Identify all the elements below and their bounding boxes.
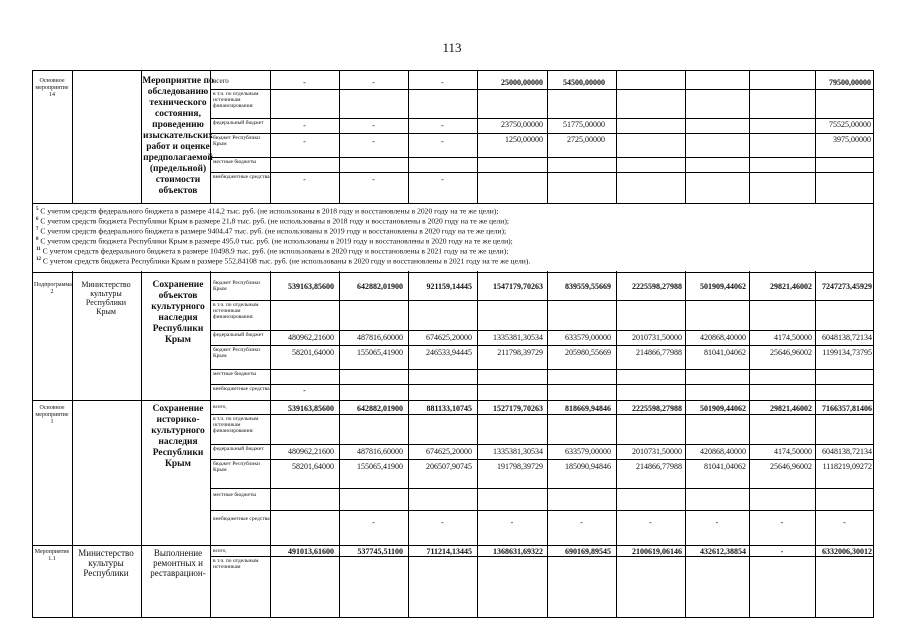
section-code: Основное мероприятие 14 <box>35 78 69 98</box>
cell: 491013,61600 <box>288 547 334 556</box>
cell: 501909,44062 <box>700 404 746 413</box>
row-line <box>210 369 874 370</box>
row-label-sources: в т.ч. по отдельным источникам финансирования: <box>213 302 259 321</box>
row-line <box>210 133 874 134</box>
footnote: $^7$ С учетом средств федерального бюджета в размере 9404,47 тыс. руб. (не использованы в 2019 году и восстановлены в 2020 году на те же цели); <box>36 226 507 236</box>
cell: 6048138,72134 <box>822 447 872 456</box>
section-name: Мероприятие по обследованию технического состояния, проведению изыскательских работ и оценке предполагаемой (предельной) стоимости объектов <box>142 76 214 196</box>
row-line <box>210 330 874 331</box>
row-label-crimea-top: бюджет Республики Крым <box>213 280 260 293</box>
cell: 420868,40000 <box>700 333 746 342</box>
cell: 1118219,09272 <box>822 462 872 471</box>
row-label-federal: федеральный бюджет <box>213 120 264 126</box>
footnote: $^{12}$ С учетом средств бюджета Республики Крым в размере 552,84108 тыс. руб. (не использованы в 2020 году и восстановлены в 2021 году на те же цели). <box>36 256 531 266</box>
row-label-total: всего, <box>213 404 227 410</box>
cell: 487816,60000 <box>357 447 403 456</box>
cell: 25646,96002 <box>770 348 812 357</box>
cell: 2010731,50000 <box>632 333 682 342</box>
row-label-local: местные бюджеты <box>213 371 257 377</box>
cell: 2225598,27988 <box>632 282 682 291</box>
cell: - <box>780 518 784 527</box>
cell: - <box>780 547 784 556</box>
cell: - <box>580 518 583 527</box>
cell: 58201,64000 <box>292 348 334 357</box>
cell: 6332006,30012 <box>822 547 872 556</box>
cell: 539163,85600 <box>288 282 334 291</box>
row-label-total: всего <box>213 77 229 85</box>
col-line <box>616 70 617 618</box>
col-line <box>477 70 478 618</box>
cell: 1250,00000 <box>505 135 543 144</box>
section-divider <box>32 272 874 273</box>
cell: 3975,00000 <box>833 135 871 144</box>
cell: 206507,90745 <box>426 462 472 471</box>
cell: - <box>441 78 444 87</box>
row-line <box>210 414 874 415</box>
cell: - <box>303 137 306 146</box>
cell: 2725,00000 <box>567 135 605 144</box>
row-label-local: местные бюджеты <box>213 492 257 498</box>
cell: 7166357,81406 <box>822 404 872 413</box>
cell: 211798,39729 <box>497 348 543 357</box>
cell: 1199134,73795 <box>822 348 872 357</box>
row-line <box>210 172 874 173</box>
row-label-sources: в т.ч. по отдельным источникам финансирования: <box>213 416 259 435</box>
row-line <box>210 118 874 119</box>
cell: 51775,00000 <box>563 120 605 129</box>
col-line <box>72 70 73 618</box>
cell: - <box>303 386 306 395</box>
footnote: $^5$ С учетом средств федерального бюджета в размере 414,2 тыс. руб. (не использованы в 2018 году и восстановлены в 2020 году на те же цели); <box>36 206 499 216</box>
cell: - <box>372 137 375 146</box>
cell: - <box>441 121 444 130</box>
cell: 4174,50000 <box>774 447 812 456</box>
section-code: Подпрограмма 2 <box>34 282 72 295</box>
cell: 29821,46002 <box>770 404 812 413</box>
row-label-sources: в т.ч. по отдельным источникам финансирования: <box>213 91 259 110</box>
section-code: Основное мероприятие 1 <box>35 405 69 425</box>
cell: 642882,01900 <box>357 282 403 291</box>
cell: 79500,00000 <box>829 78 871 87</box>
cell: 25000,00000 <box>501 78 543 87</box>
cell: 2225598,27988 <box>632 404 682 413</box>
cell: 155065,41900 <box>357 462 403 471</box>
cell: 23750,00000 <box>501 120 543 129</box>
cell: 81041,04062 <box>704 462 746 471</box>
cell: - <box>649 518 652 527</box>
cell: 839559,55669 <box>565 282 611 291</box>
cell: 1527179,70263 <box>493 404 543 413</box>
col-line <box>685 70 686 618</box>
cell: - <box>510 518 514 527</box>
cell: 205980,55669 <box>565 348 611 357</box>
row-label-federal: федеральный бюджет <box>213 332 264 338</box>
cell: 690169,89545 <box>565 547 611 556</box>
cell: 674625,20000 <box>426 447 472 456</box>
row-label-extra: внебюджетные средства <box>213 386 270 392</box>
cell: 155065,41900 <box>357 348 403 357</box>
section-name: Выполнение ремонтных и реставрацион- <box>150 548 206 578</box>
row-line <box>210 384 874 385</box>
cell: - <box>715 518 719 527</box>
cell: 2100619,06146 <box>632 547 682 556</box>
cell: 191798,39729 <box>497 462 543 471</box>
cell: 818669,94846 <box>565 404 611 413</box>
cell: - <box>372 78 375 87</box>
row-label-total: всего, <box>213 548 227 554</box>
cell: - <box>303 78 306 87</box>
row-label-sources: в т.ч. по отдельным источникам <box>213 558 259 571</box>
row-line <box>210 556 874 557</box>
col-line <box>547 70 548 618</box>
cell: 537745,51100 <box>357 547 403 556</box>
cell: 246533,94445 <box>426 348 472 357</box>
cell: - <box>441 175 444 184</box>
cell: 1335381,30534 <box>493 447 543 456</box>
row-line <box>210 89 874 90</box>
cell: 58201,64000 <box>292 462 334 471</box>
cell: 480962,21600 <box>288 333 334 342</box>
cell: 642882,01900 <box>357 404 403 413</box>
row-line <box>210 157 874 158</box>
cell: - <box>303 121 306 130</box>
cell: 2010731,50000 <box>632 447 682 456</box>
cell: 25646,96002 <box>770 462 812 471</box>
cell: - <box>441 518 444 527</box>
row-line <box>210 444 874 445</box>
cell: 185090,94846 <box>565 462 611 471</box>
cell: 1368631,69322 <box>493 547 543 556</box>
cell: 539163,85600 <box>288 404 334 413</box>
cell: 1335381,30534 <box>493 333 543 342</box>
col-line <box>749 70 750 618</box>
col-line <box>815 70 816 618</box>
cell: 214866,77988 <box>636 462 682 471</box>
row-label-crimea: бюджет Республики Крым <box>213 347 260 360</box>
cell: 214866,77988 <box>636 348 682 357</box>
cell: 7247273,45929 <box>822 282 872 291</box>
cell: 487816,60000 <box>357 333 403 342</box>
row-line <box>210 510 874 511</box>
cell: 881133,10745 <box>426 404 472 413</box>
cell: 54500,00000 <box>563 78 605 87</box>
cell: - <box>372 121 375 130</box>
cell: - <box>441 137 444 146</box>
row-line <box>210 300 874 301</box>
cell: 1547179,70263 <box>493 282 543 291</box>
cell: - <box>372 175 375 184</box>
cell: 674625,20000 <box>426 333 472 342</box>
section-name: Сохранение объектов культурного наследия Республики Крым <box>151 280 205 345</box>
cell: 921159,14445 <box>426 282 472 291</box>
cell: - <box>843 518 846 527</box>
footnote: $^8$ С учетом средств бюджета Республики Крым в размере 495,0 тыс. руб. (не использованы в 2019 году и восстановлены в 2020 году на те же цели); <box>36 236 513 246</box>
cell: 4174,50000 <box>774 333 812 342</box>
responsible-org: Министерство культуры Республики <box>78 548 134 578</box>
footnote: $^6$ С учетом средств бюджета Республики Крым в размере 21,8 тыс. руб. (не использованы в 2018 году и восстановлены в 2020 году на те же цели); <box>36 216 509 226</box>
cell: 711214,13445 <box>426 547 472 556</box>
cell: - <box>303 175 306 184</box>
row-line <box>210 345 874 346</box>
cell: 432612,38854 <box>700 547 746 556</box>
cell: 6048138,72134 <box>822 333 872 342</box>
section-code: Мероприятие 1.1 <box>34 549 70 562</box>
row-line <box>210 488 874 489</box>
row-label-extra: внебюджетные средства <box>213 174 270 180</box>
row-line <box>210 459 874 460</box>
cell: 501909,44062 <box>700 282 746 291</box>
cell: 633579,00000 <box>565 333 611 342</box>
footnote: $^{11}$ С учетом средств федерального бюджета в размере 10498,9 тыс. руб. (не использованы в 2020 году и восстановлены в 2021 году на те же цели); <box>36 246 509 256</box>
cell: 81041,04062 <box>704 348 746 357</box>
row-label-federal: федеральный бюджет <box>213 446 264 452</box>
row-label-extra: внебюджетные средства <box>213 516 270 522</box>
section-divider <box>32 545 874 546</box>
col-line <box>270 70 271 618</box>
cell: - <box>372 518 375 527</box>
cell: 29821,46002 <box>770 282 812 291</box>
cell: 480962,21600 <box>288 447 334 456</box>
row-label-crimea: бюджет Республики Крым <box>213 461 260 474</box>
col-line <box>408 70 409 618</box>
section-name: Сохранение историко-культурного наследия Республики Крым <box>151 404 205 469</box>
row-label-local: местные бюджеты <box>213 159 257 165</box>
cell: 633579,00000 <box>565 447 611 456</box>
cell: 420868,40000 <box>700 447 746 456</box>
section-divider <box>32 400 874 401</box>
responsible-org: Министерство культуры Республики Крым <box>81 280 131 316</box>
row-label-crimea: бюджет Республики Крым <box>213 135 260 148</box>
col-line <box>339 70 340 618</box>
page-number: 113 <box>442 40 462 55</box>
cell: 75525,00000 <box>829 120 871 129</box>
